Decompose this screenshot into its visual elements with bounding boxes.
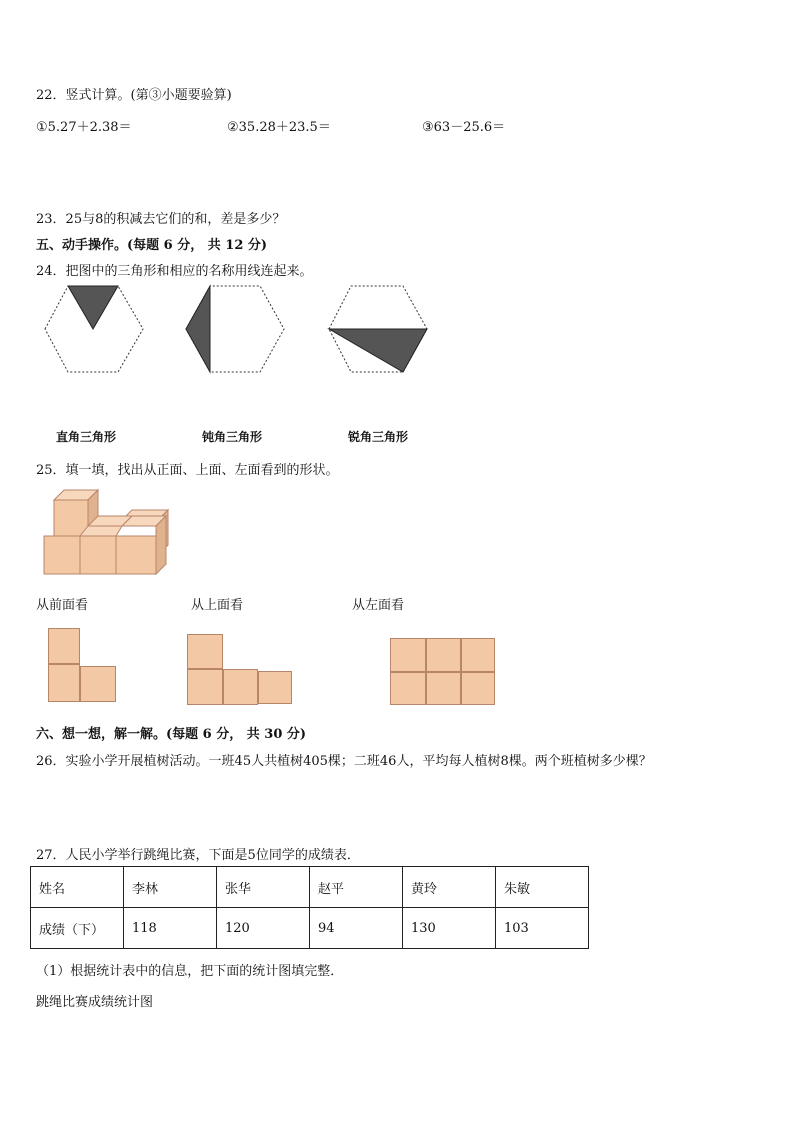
table-cell: 张华 — [217, 867, 310, 908]
top-view-square — [258, 671, 292, 704]
q27-sub1: （1）根据统计表中的信息，把下面的统计图填完整． — [36, 964, 344, 979]
front-view-square — [48, 628, 80, 664]
right-triangle-shape — [68, 286, 118, 329]
table-row — [31, 908, 589, 949]
table-cell: 黄玲 — [403, 867, 496, 908]
view-left-label: 从左面看 — [352, 598, 405, 613]
table-cell: 94 — [310, 908, 403, 949]
table-cell: 118 — [124, 908, 217, 949]
table-cell: 120 — [217, 908, 310, 949]
front-view-square — [48, 664, 80, 702]
acute-triangle-shape — [329, 329, 427, 372]
top-view-square — [187, 634, 223, 669]
section6-title: 六、想一想，解一解。(每题 6 分， 共 30 分) — [36, 727, 307, 742]
top-view-square — [187, 669, 223, 705]
q22-item-2: ②35.28＋23.5＝ — [227, 120, 331, 135]
q23-title: 23．25与8的积减去它们的和，差是多少？ — [36, 212, 286, 227]
table-cell: 赵平 — [310, 867, 403, 908]
view-front-label: 从前面看 — [36, 598, 89, 613]
table-cell: 成绩（下） — [31, 908, 124, 949]
front-view-square — [80, 666, 116, 702]
left-view-square — [426, 672, 461, 705]
q22-title: 22．竖式计算。(第③小题要验算) — [36, 88, 232, 103]
left-view-square — [390, 638, 426, 672]
obtuse-triangle-shape — [186, 286, 210, 372]
table-cell: 李林 — [124, 867, 217, 908]
q24-title: 24．把图中的三角形和相应的名称用线连起来。 — [36, 264, 313, 279]
q25-title: 25．填一填，找出从正面、上面、左面看到的形状。 — [36, 463, 339, 478]
q22-item-3: ③63－25.6＝ — [422, 120, 506, 135]
table-header-row — [31, 867, 589, 908]
q27-title: 27．人民小学举行跳绳比赛，下面是5位同学的成绩表． — [36, 848, 360, 863]
view-top-label: 从上面看 — [191, 598, 244, 613]
label-obtuse-triangle: 钝角三角形 — [202, 430, 263, 444]
table-cell: 朱敏 — [496, 867, 589, 908]
table-cell: 姓名 — [31, 867, 124, 908]
q26-title: 26．实验小学开展植树活动。一班45人共植树405棵；二班46人，平均每人植树8棵。两个班植树多少棵？ — [36, 754, 652, 769]
left-view-square — [461, 638, 495, 672]
left-view-square — [390, 672, 426, 705]
cube-stack-figure — [42, 486, 172, 578]
left-view-square — [426, 638, 461, 672]
label-right-triangle: 直角三角形 — [56, 430, 117, 444]
q22-item-1: ①5.27＋2.38＝ — [36, 120, 132, 135]
label-acute-triangle: 锐角三角形 — [348, 430, 409, 444]
section5-title: 五、动手操作。(每题 6 分， 共 12 分) — [36, 238, 268, 253]
chart-title: 跳绳比赛成绩统计图 — [36, 995, 154, 1010]
top-view-square — [223, 669, 258, 705]
table-cell: 130 — [403, 908, 496, 949]
table-cell: 103 — [496, 908, 589, 949]
scores-table — [30, 866, 589, 949]
left-view-square — [461, 672, 495, 705]
hexagon-triangles-figure — [40, 284, 440, 379]
